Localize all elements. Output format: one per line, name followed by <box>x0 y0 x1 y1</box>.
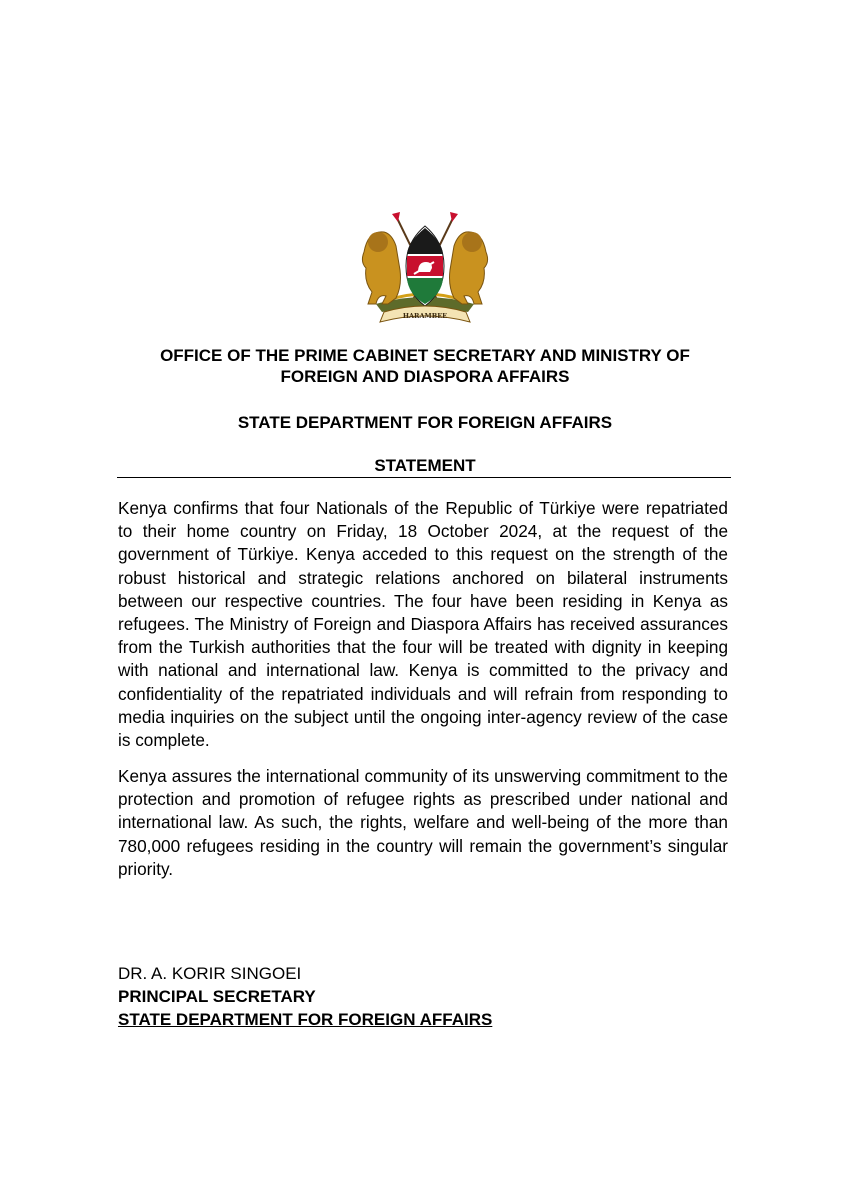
statement-label: STATEMENT <box>374 456 476 475</box>
emblem-motto: HARAMBEE <box>402 312 448 320</box>
header-divider <box>117 477 731 478</box>
kenya-coat-of-arms-emblem <box>358 212 492 326</box>
body-paragraph-2: Kenya assures the international community of its unswerving commitment to the protection and promotion of refugee rights as prescribed under national and international law. As such, the rights, welfare and well-being of the more than 780,000 refugees residing in the country will remain the government’s singular priority. <box>118 766 728 879</box>
body-paragraph-1: Kenya confirms that four Nationals of the Republic of Türkiye were repatriated to their home country on Friday, 18 October 2024, at the request of the government of Türkiye. Kenya acceded to this request on the strength of the robust historical and strategic relations anchored on bilateral instruments between our respective countries. The four have been residing in Kenya as refugees. The Ministry of Foreign and Diaspora Affairs has received assurances from the Turkish authorities that the four will be treated with dignity in keeping with national and international law. Kenya is committed to the privacy and confidentiality of the repatriated individuals and will refrain from responding to media inquiries on the subject until the ongoing inter-agency review of the case is complete. <box>118 498 728 751</box>
signatory-title: PRINCIPAL SECRETARY <box>118 987 316 1006</box>
office-title: OFFICE OF THE PRIME CABINET SECRETARY AND MINISTRY OF FOREIGN AND DIASPORA AFFAIRS <box>160 346 690 386</box>
department-title: STATE DEPARTMENT FOR FOREIGN AFFAIRS <box>237 413 613 432</box>
signatory-name: DR. A. KORIR SINGOEI <box>118 964 302 983</box>
signatory-department: STATE DEPARTMENT FOR FOREIGN AFFAIRS <box>118 1010 493 1029</box>
